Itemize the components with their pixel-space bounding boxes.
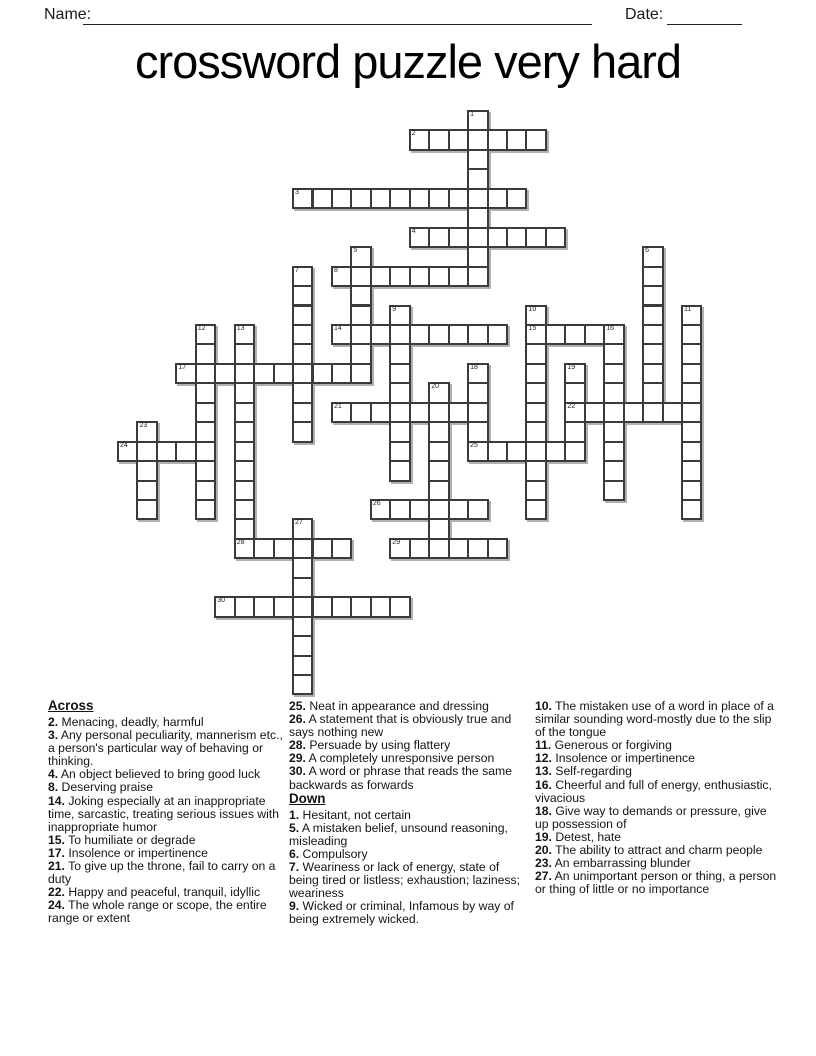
grid-cell-r15-c15[interactable] <box>409 402 430 423</box>
grid-cell-r1-c20[interactable] <box>506 129 527 150</box>
clue-across-24: 24. The whole range or scope, the entire range or extent <box>48 898 267 926</box>
grid-cell-r22-c14[interactable] <box>389 538 410 559</box>
grid-cell-r27-c9[interactable] <box>292 635 313 656</box>
cell-number: 26 <box>372 500 381 507</box>
clue-across-15: 15. To humiliate or degrade <box>48 832 196 847</box>
grid-cell-r8-c13[interactable] <box>370 266 391 287</box>
grid-cell-r15-c21[interactable] <box>525 402 546 423</box>
grid-cell-r11-c9[interactable] <box>292 324 313 345</box>
grid-cell-r10-c14[interactable] <box>389 305 410 326</box>
cell-number: 15 <box>528 324 537 332</box>
grid-cell-r16-c21[interactable] <box>525 421 546 442</box>
grid-cell-r22-c10[interactable] <box>312 538 333 559</box>
grid-cell-r15-c29[interactable] <box>681 402 702 423</box>
grid-cell-r13-c10[interactable] <box>312 363 333 384</box>
page-title: crossword puzzle very hard <box>134 35 682 88</box>
grid-cell-r8-c17[interactable] <box>448 266 469 287</box>
grid-cell-r22-c19[interactable] <box>487 538 508 559</box>
grid-cell-r15-c23[interactable] <box>564 402 585 423</box>
grid-cell-r6-c21[interactable] <box>525 227 546 248</box>
clue-down-19: 19. Detest, hate <box>535 829 622 844</box>
grid-cell-r11-c15[interactable] <box>409 324 430 345</box>
grid-cell-r9-c12[interactable] <box>350 285 371 306</box>
clues-column-2 <box>289 700 523 927</box>
grid-cell-r11-c25[interactable] <box>603 324 624 345</box>
grid-cell-r13-c18[interactable] <box>467 363 488 384</box>
grid-cell-r19-c4[interactable] <box>195 480 216 501</box>
grid-cell-r18-c16[interactable] <box>428 460 449 481</box>
grid-cell-r14-c14[interactable] <box>389 382 410 403</box>
grid-cell-r11-c16[interactable] <box>428 324 449 345</box>
clue-down-13: 13. Self-regarding <box>535 764 632 779</box>
cell-number: 14 <box>333 324 342 332</box>
grid-cell-r13-c9[interactable] <box>292 363 313 384</box>
grid-cell-r14-c18[interactable] <box>467 382 488 403</box>
grid-cell-r1-c16[interactable] <box>428 129 449 150</box>
clue-across-22: 22. Happy and peaceful, tranquil, idyllic <box>48 885 261 900</box>
grid-cell-r19-c25[interactable] <box>603 480 624 501</box>
grid-cell-r17-c14[interactable] <box>389 441 410 462</box>
cell-number: 1 <box>470 111 474 118</box>
clue-across-25: 25. Neat in appearance and dressing <box>289 699 489 713</box>
grid-cell-r14-c9[interactable] <box>292 382 313 403</box>
grid-cell-r20-c18[interactable] <box>467 499 488 520</box>
grid-cell-r13-c29[interactable] <box>681 363 702 384</box>
grid-cell-r25-c10[interactable] <box>312 596 333 617</box>
grid-cell-r25-c12[interactable] <box>350 596 371 617</box>
grid-cell-r15-c26[interactable] <box>623 402 644 423</box>
grid-cell-r25-c11[interactable] <box>331 596 352 617</box>
clue-across-3: 3. Any personal peculiarity, mannerism etc., a person's particular way of behaving or thinking. <box>48 728 283 769</box>
grid-cell-r11-c24[interactable] <box>584 324 605 345</box>
grid-cell-r17-c0[interactable] <box>117 441 138 462</box>
grid-cell-r15-c11[interactable] <box>331 402 352 423</box>
grid-cell-r12-c25[interactable] <box>603 343 624 364</box>
grid-cell-r4-c19[interactable] <box>487 188 508 209</box>
grid-cell-r21-c6[interactable] <box>234 518 255 539</box>
grid-cell-r11-c13[interactable] <box>370 324 391 345</box>
cell-number: 3 <box>295 188 299 196</box>
grid-cell-r14-c25[interactable] <box>603 382 624 403</box>
grid-cell-r20-c21[interactable] <box>525 499 546 520</box>
grid-cell-r4-c13[interactable] <box>370 188 391 209</box>
grid-cell-r0-c18[interactable] <box>467 110 488 131</box>
grid-cell-r22-c6[interactable] <box>234 538 255 559</box>
grid-cell-r22-c17[interactable] <box>448 538 469 559</box>
grid-cell-r13-c27[interactable] <box>642 363 663 384</box>
grid-cell-r11-c29[interactable] <box>681 324 702 345</box>
cell-number: 4 <box>411 227 416 235</box>
grid-cell-r3-c18[interactable] <box>467 168 488 189</box>
cell-number: 18 <box>470 363 478 371</box>
grid-cell-r6-c16[interactable] <box>428 227 449 248</box>
cell-number: 12 <box>197 324 206 332</box>
grid-cell-r14-c27[interactable] <box>642 382 663 403</box>
cell-number: 25 <box>470 441 478 449</box>
grid-cell-r14-c29[interactable] <box>681 382 702 403</box>
grid-cell-r14-c6[interactable] <box>234 382 255 403</box>
grid-cell-r20-c13[interactable] <box>370 499 391 520</box>
grid-cell-r6-c17[interactable] <box>448 227 469 248</box>
grid-cell-r6-c22[interactable] <box>545 227 566 248</box>
grid-cell-r17-c20[interactable] <box>506 441 527 462</box>
grid-cell-r28-c9[interactable] <box>292 655 313 676</box>
cell-number: 7 <box>295 266 299 274</box>
grid-cell-r15-c18[interactable] <box>467 402 488 423</box>
clue-down-1: 1. Hesitant, not certain <box>289 807 411 822</box>
grid-cell-r6-c19[interactable] <box>487 227 508 248</box>
cell-number: 22 <box>567 402 576 410</box>
grid-cell-r7-c27[interactable] <box>642 246 663 267</box>
grid-cell-r4-c20[interactable] <box>506 188 527 209</box>
grid-cell-r1-c17[interactable] <box>448 129 469 150</box>
clue-across-14: 14. Joking especially at an inappropriate time, sarcastic, treating serious issues with inappropriate humor <box>48 793 279 834</box>
grid-cell-r11-c14[interactable] <box>389 324 410 345</box>
grid-cell-r16-c18[interactable] <box>467 421 488 442</box>
clue-down-16: 16. Cheerful and full of energy, enthusiastic, vivacious <box>535 777 772 805</box>
grid-cell-r17-c1[interactable] <box>136 441 157 462</box>
grid-cell-r18-c25[interactable] <box>603 460 624 481</box>
grid-cell-r11-c27[interactable] <box>642 324 663 345</box>
grid-cell-r10-c27[interactable] <box>642 305 663 326</box>
grid-cell-r16-c25[interactable] <box>603 421 624 442</box>
grid-cell-r9-c27[interactable] <box>642 285 663 306</box>
grid-cell-r2-c18[interactable] <box>467 149 488 170</box>
grid-cell-r11-c6[interactable] <box>234 324 255 345</box>
grid-cell-r4-c18[interactable] <box>467 188 488 209</box>
grid-cell-r11-c18[interactable] <box>467 324 488 345</box>
grid-cell-r17-c2[interactable] <box>156 441 177 462</box>
grid-cell-r16-c1[interactable] <box>136 421 157 442</box>
grid-cell-r15-c16[interactable] <box>428 402 449 423</box>
cell-number: 17 <box>178 363 187 371</box>
grid-cell-r9-c9[interactable] <box>292 285 313 306</box>
grid-cell-r4-c11[interactable] <box>331 188 352 209</box>
grid-cell-r1-c19[interactable] <box>487 129 508 150</box>
grid-cell-r8-c27[interactable] <box>642 266 663 287</box>
grid-cell-r5-c18[interactable] <box>467 207 488 228</box>
grid-cell-r15-c9[interactable] <box>292 402 313 423</box>
clue-down-10: 10. The mistaken use of a word in place of a similar sounding word-mostly due to the slip of the tongue <box>535 699 774 740</box>
grid-cell-r17-c6[interactable] <box>234 441 255 462</box>
grid-cell-r29-c9[interactable] <box>292 674 313 695</box>
clue-down-5: 5. A mistaken belief, unsound reasoning, misleading <box>289 820 508 848</box>
grid-cell-r10-c12[interactable] <box>350 305 371 326</box>
grid-cell-r24-c9[interactable] <box>292 577 313 598</box>
grid-cell-r4-c17[interactable] <box>448 188 469 209</box>
grid-cell-r17-c25[interactable] <box>603 441 624 462</box>
cell-number: 6 <box>645 247 650 255</box>
grid-cell-r14-c23[interactable] <box>564 382 585 403</box>
cell-number: 10 <box>528 305 537 313</box>
grid-cell-r15-c24[interactable] <box>584 402 605 423</box>
grid-cell-r13-c4[interactable] <box>195 363 216 384</box>
grid-cell-r17-c3[interactable] <box>175 441 196 462</box>
grid-cell-r15-c17[interactable] <box>448 402 469 423</box>
grid-cell-r18-c21[interactable] <box>525 460 546 481</box>
grid-cell-r12-c12[interactable] <box>350 343 371 364</box>
grid-cell-r14-c21[interactable] <box>525 382 546 403</box>
grid-cell-r20-c6[interactable] <box>234 499 255 520</box>
grid-cell-r6-c15[interactable] <box>409 227 430 248</box>
grid-cell-r10-c9[interactable] <box>292 305 313 326</box>
grid-cell-r12-c14[interactable] <box>389 343 410 364</box>
grid-cell-r12-c9[interactable] <box>292 343 313 364</box>
grid-cell-r11-c21[interactable] <box>525 324 546 345</box>
grid-cell-r13-c3[interactable] <box>175 363 196 384</box>
grid-cell-r17-c19[interactable] <box>487 441 508 462</box>
grid-cell-r22-c8[interactable] <box>273 538 294 559</box>
cell-number: 2 <box>411 130 416 138</box>
grid-cell-r16-c6[interactable] <box>234 421 255 442</box>
clue-down-23: 23. An embarrassing blunder <box>535 856 691 871</box>
grid-cell-r21-c9[interactable] <box>292 518 313 539</box>
grid-cell-r11-c19[interactable] <box>487 324 508 345</box>
cell-number: 28 <box>236 538 245 546</box>
clues-column-1 <box>48 699 288 926</box>
grid-cell-r12-c4[interactable] <box>195 343 216 364</box>
grid-cell-r4-c9[interactable] <box>292 188 313 209</box>
grid-cell-r8-c12[interactable] <box>350 266 371 287</box>
grid-cell-r13-c8[interactable] <box>273 363 294 384</box>
grid-cell-r8-c11[interactable] <box>331 266 352 287</box>
grid-cell-r25-c7[interactable] <box>253 596 274 617</box>
cell-number: 24 <box>120 441 128 449</box>
cell-number: 30 <box>217 597 226 605</box>
grid-cell-r20-c17[interactable] <box>448 499 469 520</box>
clue-down-20: 20. The ability to attract and charm people <box>535 843 763 858</box>
grid-cell-r11-c4[interactable] <box>195 324 216 345</box>
grid-cell-r22-c15[interactable] <box>409 538 430 559</box>
grid-cell-r18-c6[interactable] <box>234 460 255 481</box>
grid-cell-r14-c16[interactable] <box>428 382 449 403</box>
clue-down-7: 7. Weariness or lack of energy, state of being tired or listless; exhaustion; laziness; weariness <box>289 860 521 901</box>
grid-cell-r18-c1[interactable] <box>136 460 157 481</box>
clue-across-28: 28. Persuade by using flattery <box>289 738 451 753</box>
grid-cell-r17-c23[interactable] <box>564 441 585 462</box>
grid-cell-r11-c22[interactable] <box>545 324 566 345</box>
grid-cell-r8-c18[interactable] <box>467 266 488 287</box>
grid-cell-r12-c21[interactable] <box>525 343 546 364</box>
grid-cell-r11-c17[interactable] <box>448 324 469 345</box>
grid-cell-r10-c29[interactable] <box>681 305 702 326</box>
grid-cell-r16-c9[interactable] <box>292 421 313 442</box>
grid-cell-r25-c8[interactable] <box>273 596 294 617</box>
grid-cell-r15-c12[interactable] <box>350 402 371 423</box>
across-header: Across <box>48 698 94 713</box>
grid-cell-r25-c6[interactable] <box>234 596 255 617</box>
grid-cell-r1-c21[interactable] <box>525 129 546 150</box>
cell-number: 29 <box>392 538 401 546</box>
grid-cell-r13-c12[interactable] <box>350 363 371 384</box>
grid-cell-r13-c23[interactable] <box>564 363 585 384</box>
grid-cell-r15-c28[interactable] <box>662 402 683 423</box>
cell-number: 19 <box>567 363 576 371</box>
grid-cell-r7-c18[interactable] <box>467 246 488 267</box>
grid-cell-r17-c21[interactable] <box>525 441 546 462</box>
grid-cell-r19-c1[interactable] <box>136 480 157 501</box>
grid-cell-r22-c7[interactable] <box>253 538 274 559</box>
grid-cell-r6-c18[interactable] <box>467 227 488 248</box>
grid-cell-r22-c16[interactable] <box>428 538 449 559</box>
grid-cell-r6-c20[interactable] <box>506 227 527 248</box>
grid-cell-r1-c18[interactable] <box>467 129 488 150</box>
grid-cell-r13-c6[interactable] <box>234 363 255 384</box>
grid-cell-r21-c16[interactable] <box>428 518 449 539</box>
grid-cell-r15-c6[interactable] <box>234 402 255 423</box>
grid-cell-r17-c18[interactable] <box>467 441 488 462</box>
grid-cell-r18-c29[interactable] <box>681 460 702 481</box>
grid-cell-r18-c4[interactable] <box>195 460 216 481</box>
grid-cell-r8-c14[interactable] <box>389 266 410 287</box>
grid-cell-r20-c16[interactable] <box>428 499 449 520</box>
grid-cell-r8-c15[interactable] <box>409 266 430 287</box>
grid-cell-r13-c14[interactable] <box>389 363 410 384</box>
grid-cell-r13-c25[interactable] <box>603 363 624 384</box>
grid-cell-r20-c4[interactable] <box>195 499 216 520</box>
grid-cell-r23-c9[interactable] <box>292 557 313 578</box>
clue-across-4: 4. An object believed to bring good luck <box>48 767 261 782</box>
grid-cell-r16-c4[interactable] <box>195 421 216 442</box>
clue-down-9: 9. Wicked or criminal, Infamous by way of being extremely wicked. <box>289 899 514 927</box>
grid-cell-r19-c6[interactable] <box>234 480 255 501</box>
grid-cell-r25-c9[interactable] <box>292 596 313 617</box>
grid-cell-r15-c27[interactable] <box>642 402 663 423</box>
grid-cell-r25-c13[interactable] <box>370 596 391 617</box>
clue-across-26: 26. A statement that is obviously true and says nothing new <box>289 712 512 740</box>
grid-cell-r15-c25[interactable] <box>603 402 624 423</box>
cell-number: 23 <box>139 422 148 430</box>
grid-cell-r22-c9[interactable] <box>292 538 313 559</box>
clue-across-21: 21. To give up the throne, fail to carry on a duty <box>48 859 276 887</box>
grid-cell-r12-c29[interactable] <box>681 343 702 364</box>
grid-cell-r4-c10[interactable] <box>312 188 333 209</box>
clue-across-8: 8. Deserving praise <box>48 780 154 795</box>
grid-cell-r4-c16[interactable] <box>428 188 449 209</box>
grid-cell-r25-c5[interactable] <box>214 596 235 617</box>
grid-cell-r19-c29[interactable] <box>681 480 702 501</box>
grid-cell-r13-c11[interactable] <box>331 363 352 384</box>
cell-number: 16 <box>606 324 615 332</box>
cell-number: 27 <box>295 519 303 527</box>
grid-cell-r4-c14[interactable] <box>389 188 410 209</box>
grid-cell-r20-c1[interactable] <box>136 499 157 520</box>
grid-cell-r11-c23[interactable] <box>564 324 585 345</box>
grid-cell-r18-c14[interactable] <box>389 460 410 481</box>
grid-cell-r16-c29[interactable] <box>681 421 702 442</box>
clue-across-29: 29. A completely unresponsive person <box>289 751 495 766</box>
grid-cell-r13-c5[interactable] <box>214 363 235 384</box>
cell-number: 8 <box>333 266 338 274</box>
clue-down-12: 12. Insolence or impertinence <box>535 751 695 766</box>
name-label: Name: <box>44 6 92 23</box>
date-label: Date: <box>625 6 664 23</box>
grid-cell-r15-c4[interactable] <box>195 402 216 423</box>
grid-cell-r15-c14[interactable] <box>389 402 410 423</box>
grid-cell-r13-c7[interactable] <box>253 363 274 384</box>
clue-across-17: 17. Insolence or impertinence <box>48 845 208 860</box>
grid-cell-r13-c21[interactable] <box>525 363 546 384</box>
grid-cell-r7-c12[interactable] <box>350 246 371 267</box>
grid-cell-r22-c18[interactable] <box>467 538 488 559</box>
grid-cell-r11-c11[interactable] <box>331 324 352 345</box>
grid-cell-r10-c21[interactable] <box>525 305 546 326</box>
grid-cell-r26-c9[interactable] <box>292 616 313 637</box>
grid-cell-r12-c27[interactable] <box>642 343 663 364</box>
clue-down-18: 18. Give way to demands or pressure, give up possession of <box>535 803 767 831</box>
cell-number: 20 <box>431 383 439 391</box>
grid-cell-r16-c14[interactable] <box>389 421 410 442</box>
grid-cell-r17-c22[interactable] <box>545 441 566 462</box>
down-header: Down <box>289 790 326 806</box>
grid-cell-r25-c14[interactable] <box>389 596 410 617</box>
grid-cell-r20-c14[interactable] <box>389 499 410 520</box>
grid-cell-r4-c15[interactable] <box>409 188 430 209</box>
grid-cell-r8-c9[interactable] <box>292 266 313 287</box>
clue-down-11: 11. Generous or forgiving <box>535 738 672 753</box>
grid-cell-r17-c29[interactable] <box>681 441 702 462</box>
grid-cell-r19-c21[interactable] <box>525 480 546 501</box>
grid-cell-r19-c16[interactable] <box>428 480 449 501</box>
grid-cell-r11-c12[interactable] <box>350 324 371 345</box>
cell-number: 5 <box>353 247 358 255</box>
clue-down-27: 27. An unimportant person or thing, a person or thing of little or no importance <box>535 869 777 897</box>
clues-column-3 <box>535 700 780 896</box>
grid-cell-r15-c13[interactable] <box>370 402 391 423</box>
grid-cell-r17-c4[interactable] <box>195 441 216 462</box>
grid-cell-r17-c16[interactable] <box>428 441 449 462</box>
cell-number: 13 <box>236 324 245 332</box>
grid-cell-r20-c29[interactable] <box>681 499 702 520</box>
grid-cell-r20-c15[interactable] <box>409 499 430 520</box>
clue-down-6: 6. Compulsory <box>289 846 368 861</box>
cell-number: 21 <box>333 402 342 410</box>
grid-cell-r12-c6[interactable] <box>234 343 255 364</box>
grid-cell-r16-c23[interactable] <box>564 421 585 442</box>
cell-number: 9 <box>392 305 397 313</box>
grid-cell-r14-c4[interactable] <box>195 382 216 403</box>
grid-cell-r1-c15[interactable] <box>409 129 430 150</box>
cell-number: 11 <box>684 305 692 313</box>
grid-cell-r22-c11[interactable] <box>331 538 352 559</box>
grid-cell-r8-c16[interactable] <box>428 266 449 287</box>
clue-across-30: 30. A word or phrase that reads the same backwards as forwards <box>289 764 512 792</box>
grid-cell-r16-c16[interactable] <box>428 421 449 442</box>
grid-cell-r4-c12[interactable] <box>350 188 371 209</box>
clue-across-2: 2. Menacing, deadly, harmful <box>48 715 204 729</box>
